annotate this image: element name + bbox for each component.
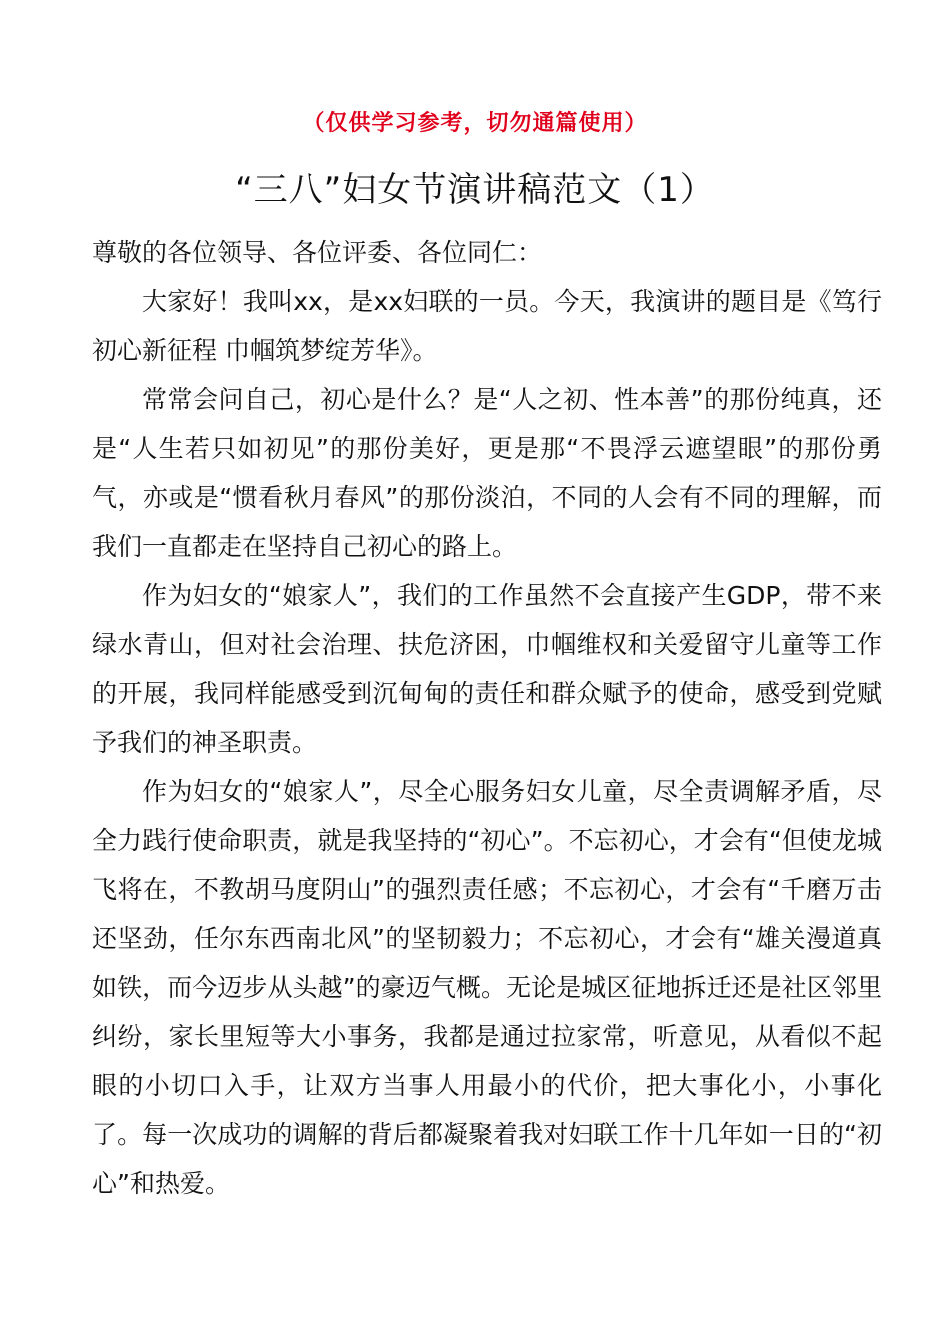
paragraph-1: 大家好！我叫xx，是xx妇联的一员。今天，我演讲的题目是《笃行初心新征程 巾帼筑梦绽芳华》。 bbox=[92, 287, 882, 365]
paragraph-2: 常常会问自己，初心是什么？是“人之初、性本善”的那份纯真，还是“人生若只如初见”的那份美好，更是那“不畏浮云遮望眼”的那份勇气，亦或是“惯看秋月春风”的那份淡泊，不同的人会有不同的理解，而我们一直都走在坚持自己初心的路上。 bbox=[92, 385, 882, 561]
paragraph-3: 作为妇女的“娘家人”，我们的工作虽然不会直接产生GDP，带不来绿水青山，但对社会治理、扶危济困，巾帼维权和关爱留守儿童等工作的开展，我同样能感受到沉甸甸的责任和群众赋予的使命，感受到党赋予我们的神圣职责。 bbox=[92, 581, 882, 757]
usage-notice: （仅供学习参考，切勿通篇使用） bbox=[302, 111, 648, 136]
paragraph-4: 作为妇女的“娘家人”，尽全心服务妇女儿童，尽全责调解矛盾，尽全力践行使命职责，就是我坚持的“初心”。不忘初心，才会有“但使龙城飞将在，不教胡马度阴山”的强烈责任感；不忘初心，才会有“千磨万击还坚劲，任尔东西南北风”的坚韧毅力；不忘初心，才会有“雄关漫道真如铁，而今迈步从头越”的豪迈气概。无论是城区征地拆迁还是社区邻里纠纷，家长里短等大小事务，我都是通过拉家常，听意见，从看似不起眼的小切口入手，让双方当事人用最小的代价，把大事化小，小事化了。每一次成功的调解的背后都凝聚着我对妇联工作十几年如一日的“初心”和热爱。 bbox=[92, 777, 882, 1198]
speech-body bbox=[92, 228, 882, 1208]
salutation: 尊敬的各位领导、各位评委、各位同仁： bbox=[92, 238, 543, 267]
page-title: “三八”妇女节演讲稿范文（1） bbox=[235, 170, 715, 210]
